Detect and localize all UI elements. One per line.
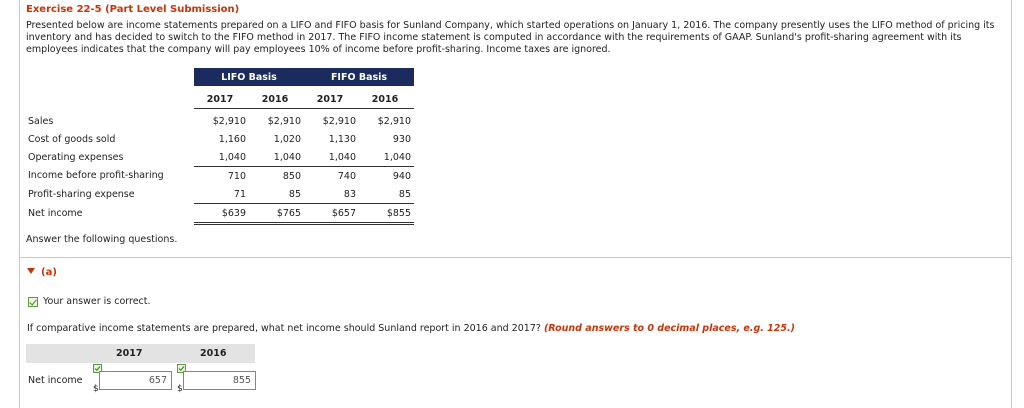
- table-row: [26, 148, 414, 167]
- cell: 1,040: [249, 148, 304, 167]
- answer-header: [26, 344, 255, 363]
- cell: 940: [392, 170, 411, 182]
- year-header: 2016: [249, 90, 304, 109]
- cell: 850: [282, 170, 301, 182]
- row-label: Operating expenses: [28, 151, 124, 163]
- year-header: 2016: [359, 90, 414, 109]
- exercise-title: Exercise 22-5 (Part Level Submission): [26, 4, 240, 15]
- part-a-toggle[interactable]: [27, 267, 57, 278]
- question-body: If comparative income statements are prepared, what net income should Sunland report in 2016 and 2017?: [27, 323, 541, 334]
- row-label: Net income: [28, 208, 83, 219]
- lifo-header: LIFO Basis: [194, 68, 304, 86]
- correct-status-text: Your answer is correct.: [43, 296, 151, 307]
- cell: 710: [227, 170, 246, 182]
- cell: $2,910: [377, 115, 411, 127]
- cell: 930: [392, 133, 411, 145]
- cell: $657: [304, 204, 359, 224]
- table-row: [26, 130, 414, 148]
- net-income-label: Net income: [28, 375, 83, 386]
- table-row: [26, 204, 414, 224]
- cell: $2,910: [267, 115, 301, 127]
- net-income-2016-input[interactable]: 855: [183, 371, 256, 390]
- correct-status: [28, 296, 151, 307]
- year-header: 2017: [194, 90, 249, 109]
- cell: 71: [194, 185, 249, 204]
- cell: 740: [337, 170, 356, 182]
- row-label: Profit-sharing expense: [28, 188, 135, 200]
- answer-instructions: Answer the following questions.: [26, 234, 178, 245]
- cell: 1,040: [304, 148, 359, 167]
- part-a-label: (a): [41, 267, 57, 278]
- fifo-header: FIFO Basis: [304, 68, 414, 86]
- col-2016: 2016: [200, 348, 227, 359]
- col-2017: 2017: [116, 348, 143, 359]
- currency-symbol: $: [93, 384, 99, 394]
- question-text: [27, 323, 795, 334]
- checkmark-icon: [28, 297, 38, 307]
- cell: 85: [249, 185, 304, 204]
- exercise-prompt: Presented below are income statements prepared on a LIFO and FIFO basis for Sunland Company, which started operations on January 1, 2016. The company presently uses the LIFO method of pricing its inventory and has decided to switch to the FIFO method in 2017. The FIFO income statement is computed in accordance with the requirements of GAAP. Sunland's profit-sharing agreement with its employees indicates that the company will pay employees 10% of income before profit-sharing. Income taxes are ignored.: [26, 20, 995, 55]
- currency-symbol: $: [177, 384, 183, 394]
- cell: $765: [249, 204, 304, 224]
- cell: 1,130: [328, 133, 356, 145]
- row-label: Sales: [28, 115, 54, 127]
- cell: 85: [359, 185, 414, 204]
- cell: $855: [359, 204, 414, 224]
- cell: 1,160: [218, 133, 246, 145]
- collapse-triangle-icon: [27, 268, 35, 274]
- year-header: 2017: [304, 90, 359, 109]
- table-row: [26, 112, 414, 130]
- cell: 1,040: [194, 148, 249, 167]
- row-label: Income before profit-sharing: [28, 170, 164, 182]
- table-row: [26, 185, 414, 204]
- row-label: Cost of goods sold: [28, 133, 116, 145]
- divider: [19, 257, 1012, 258]
- cell: 83: [304, 185, 359, 204]
- cell: $2,910: [322, 115, 356, 127]
- cell: 1,020: [273, 133, 301, 145]
- cell: $2,910: [212, 115, 246, 127]
- cell: 1,040: [359, 148, 414, 167]
- net-income-2017-input[interactable]: 657: [99, 371, 172, 390]
- rounding-hint: (Round answers to 0 decimal places, e.g. 125.): [543, 323, 795, 334]
- table-row: [26, 167, 414, 186]
- cell: $639: [194, 204, 249, 224]
- income-statement-table: [26, 68, 414, 225]
